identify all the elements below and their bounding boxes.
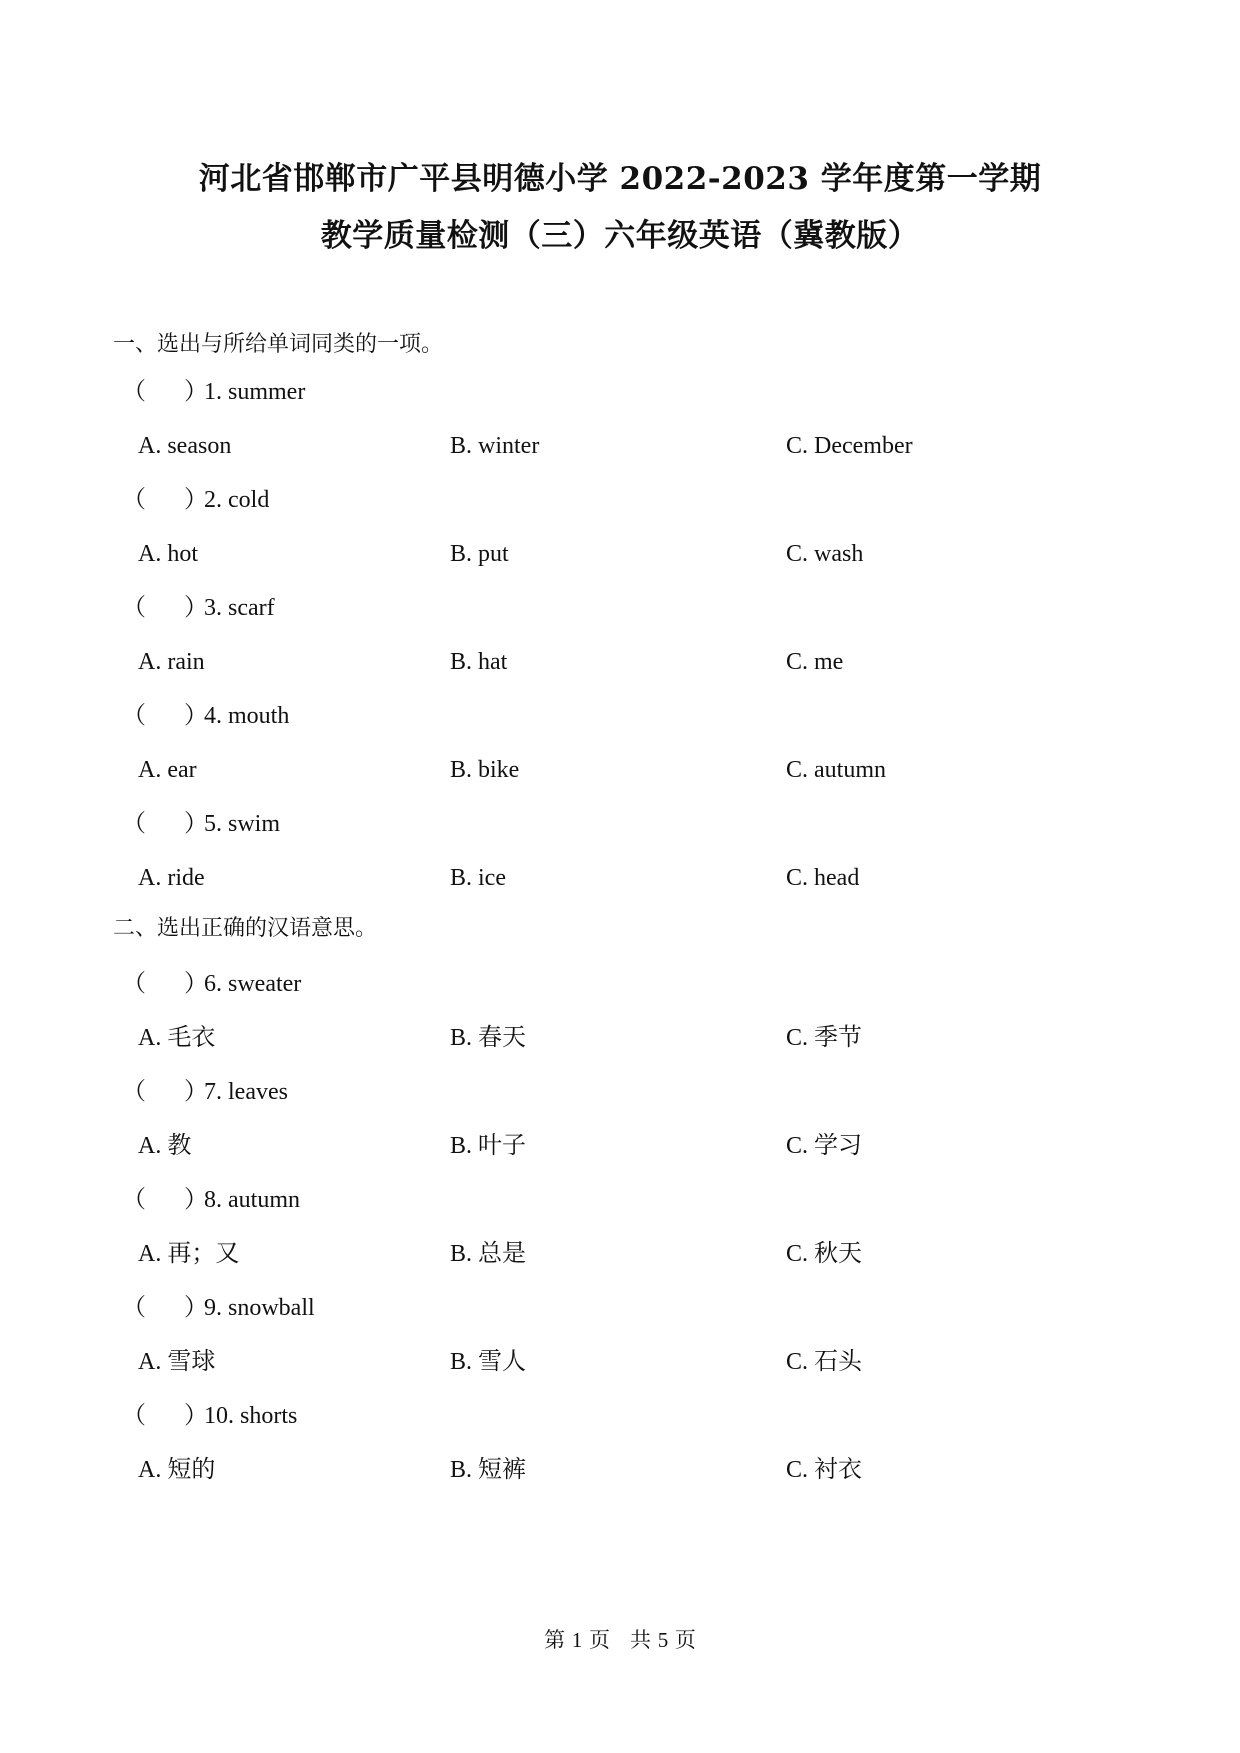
answer-blank[interactable]: （ ） (122, 1295, 208, 1321)
total-prefix: 共 (630, 1628, 652, 1652)
section-heading-2: 二、选出正确的汉语意思。 (113, 916, 378, 941)
question-6 (122, 969, 301, 999)
option-a: A. 再；又 (138, 1241, 240, 1267)
question-number: 10. (204, 1403, 234, 1429)
option-a: A. ride (138, 865, 205, 891)
option-c: C. wash (786, 541, 864, 567)
answer-blank[interactable]: （ ） (122, 595, 208, 621)
option-a: A. ear (138, 757, 197, 783)
option-c: C. December (786, 433, 913, 459)
option-b: B. 雪人 (450, 1349, 527, 1375)
question-word: snowball (228, 1295, 315, 1321)
total-suffix: 页 (674, 1628, 696, 1652)
option-b: B. winter (450, 433, 540, 459)
page-mid: 页 (588, 1628, 610, 1652)
option-b: B. 短裤 (450, 1457, 527, 1483)
question-number: 8. (204, 1187, 222, 1213)
answer-blank[interactable]: （ ） (122, 1187, 208, 1213)
question-word: shorts (240, 1403, 298, 1429)
option-c: C. autumn (786, 757, 886, 783)
question-9 (122, 1293, 315, 1323)
exam-title-line-1: 河北省邯郸市广平县明德小学 2022-2023 学年度第一学期 (198, 161, 1042, 197)
option-c: C. 秋天 (786, 1241, 863, 1267)
option-c: C. 石头 (786, 1349, 863, 1375)
answer-blank[interactable]: （ ） (122, 971, 208, 997)
option-a: A. 毛衣 (138, 1025, 216, 1051)
option-b: B. put (450, 541, 509, 567)
question-number: 1. (204, 379, 222, 405)
option-c: C. 季节 (786, 1025, 863, 1051)
option-c: C. 衬衣 (786, 1457, 863, 1483)
question-number: 4. (204, 703, 222, 729)
option-a: A. season (138, 433, 232, 459)
question-number: 5. (204, 811, 222, 837)
question-word: mouth (228, 703, 290, 729)
question-number: 7. (204, 1079, 222, 1105)
question-2 (122, 485, 269, 515)
total-pages: 5 (657, 1628, 669, 1652)
option-a: A. 短的 (138, 1457, 216, 1483)
exam-title-line-2: 教学质量检测（三）六年级英语（冀教版） (320, 218, 920, 254)
section-heading-1: 一、选出与所给单词同类的一项。 (113, 332, 444, 357)
option-c: C. head (786, 865, 860, 891)
option-a: A. 教 (138, 1133, 192, 1159)
option-b: B. bike (450, 757, 520, 783)
question-number: 3. (204, 595, 222, 621)
question-word: sweater (228, 971, 302, 997)
option-a: A. rain (138, 649, 205, 675)
page-number: 1 (571, 1628, 583, 1652)
answer-blank[interactable]: （ ） (122, 1079, 208, 1105)
question-word: cold (228, 487, 270, 513)
option-b: B. hat (450, 649, 508, 675)
question-10 (122, 1401, 297, 1431)
answer-blank[interactable]: （ ） (122, 487, 208, 513)
question-4 (122, 701, 289, 731)
option-a: A. hot (138, 541, 198, 567)
question-7 (122, 1077, 288, 1107)
option-a: A. 雪球 (138, 1349, 216, 1375)
option-b: B. 总是 (450, 1241, 527, 1267)
answer-blank[interactable]: （ ） (122, 379, 208, 405)
page-prefix: 第 (544, 1628, 566, 1652)
option-b: B. 春天 (450, 1025, 527, 1051)
question-5 (122, 809, 280, 839)
question-word: summer (228, 379, 306, 405)
option-b: B. ice (450, 865, 506, 891)
question-word: leaves (228, 1079, 288, 1105)
question-8 (122, 1185, 300, 1215)
question-3 (122, 593, 275, 623)
question-word: autumn (228, 1187, 300, 1213)
question-word: swim (228, 811, 281, 837)
question-1 (122, 377, 305, 407)
answer-blank[interactable]: （ ） (122, 811, 208, 837)
question-number: 9. (204, 1295, 222, 1321)
question-number: 6. (204, 971, 222, 997)
answer-blank[interactable]: （ ） (122, 703, 208, 729)
option-c: C. me (786, 649, 844, 675)
question-word: scarf (228, 595, 275, 621)
answer-blank[interactable]: （ ） (122, 1403, 208, 1429)
page-footer (0, 1626, 1240, 1654)
question-number: 2. (204, 487, 222, 513)
option-c: C. 学习 (786, 1133, 863, 1159)
option-b: B. 叶子 (450, 1133, 527, 1159)
